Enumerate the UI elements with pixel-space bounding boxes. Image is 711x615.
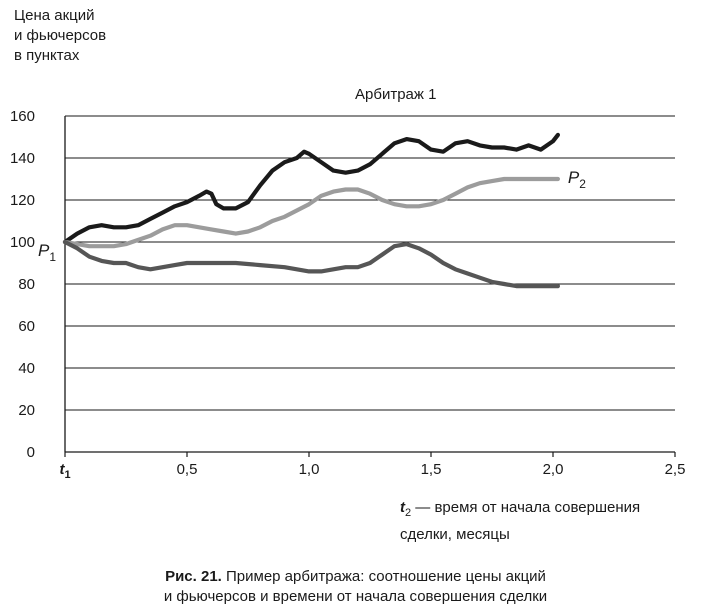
y-axis-title-line: в пунктах: [14, 47, 80, 64]
x-axis-title: [400, 497, 640, 546]
y-tick-label: 160: [9, 108, 35, 125]
annotation-label: $P_1$: [38, 241, 57, 264]
y-tick-label: 100: [9, 234, 35, 251]
y-axis-title-line: Цена акций: [14, 7, 95, 24]
annotation-label: $P_2$: [567, 168, 586, 191]
y-axis-title: [14, 6, 106, 66]
y-tick-label: 140: [9, 150, 35, 167]
x-tick-label: 1,5: [420, 461, 442, 478]
figure-label: Рис. 21.: [165, 568, 222, 585]
series-line: [65, 179, 558, 246]
series-line: [65, 242, 558, 286]
y-axis-title-line: и фьючерсов: [14, 27, 107, 44]
caption-line-1: [0, 567, 711, 587]
chart-title: Арбитраж 1: [355, 86, 437, 103]
y-tick-label: 0: [26, 444, 35, 461]
caption-text: Пример арбитража: соотношение цены акций: [221, 568, 546, 585]
x-axis-title-line: сделки, месяцы: [400, 526, 510, 543]
caption-line-2: и фьючерсов и времени от начала совершения сделки: [163, 588, 548, 605]
y-tick-label: 120: [9, 192, 35, 209]
y-tick-label: 80: [18, 276, 35, 293]
x-tick-label: 2,5: [664, 461, 686, 478]
x-axis-title-line: $t_2$ — время от начала совершения: [400, 499, 641, 519]
y-tick-label: 60: [18, 318, 35, 335]
x-tick-label: $t_1$: [59, 461, 71, 481]
y-tick-label: 40: [18, 360, 35, 377]
figure-caption: [0, 567, 711, 607]
x-tick-label: 2,0: [542, 461, 564, 478]
series-line: [65, 135, 558, 242]
y-tick-label: 20: [18, 402, 35, 419]
x-tick-label: 0,5: [176, 461, 198, 478]
x-tick-label: 1,0: [298, 461, 320, 478]
